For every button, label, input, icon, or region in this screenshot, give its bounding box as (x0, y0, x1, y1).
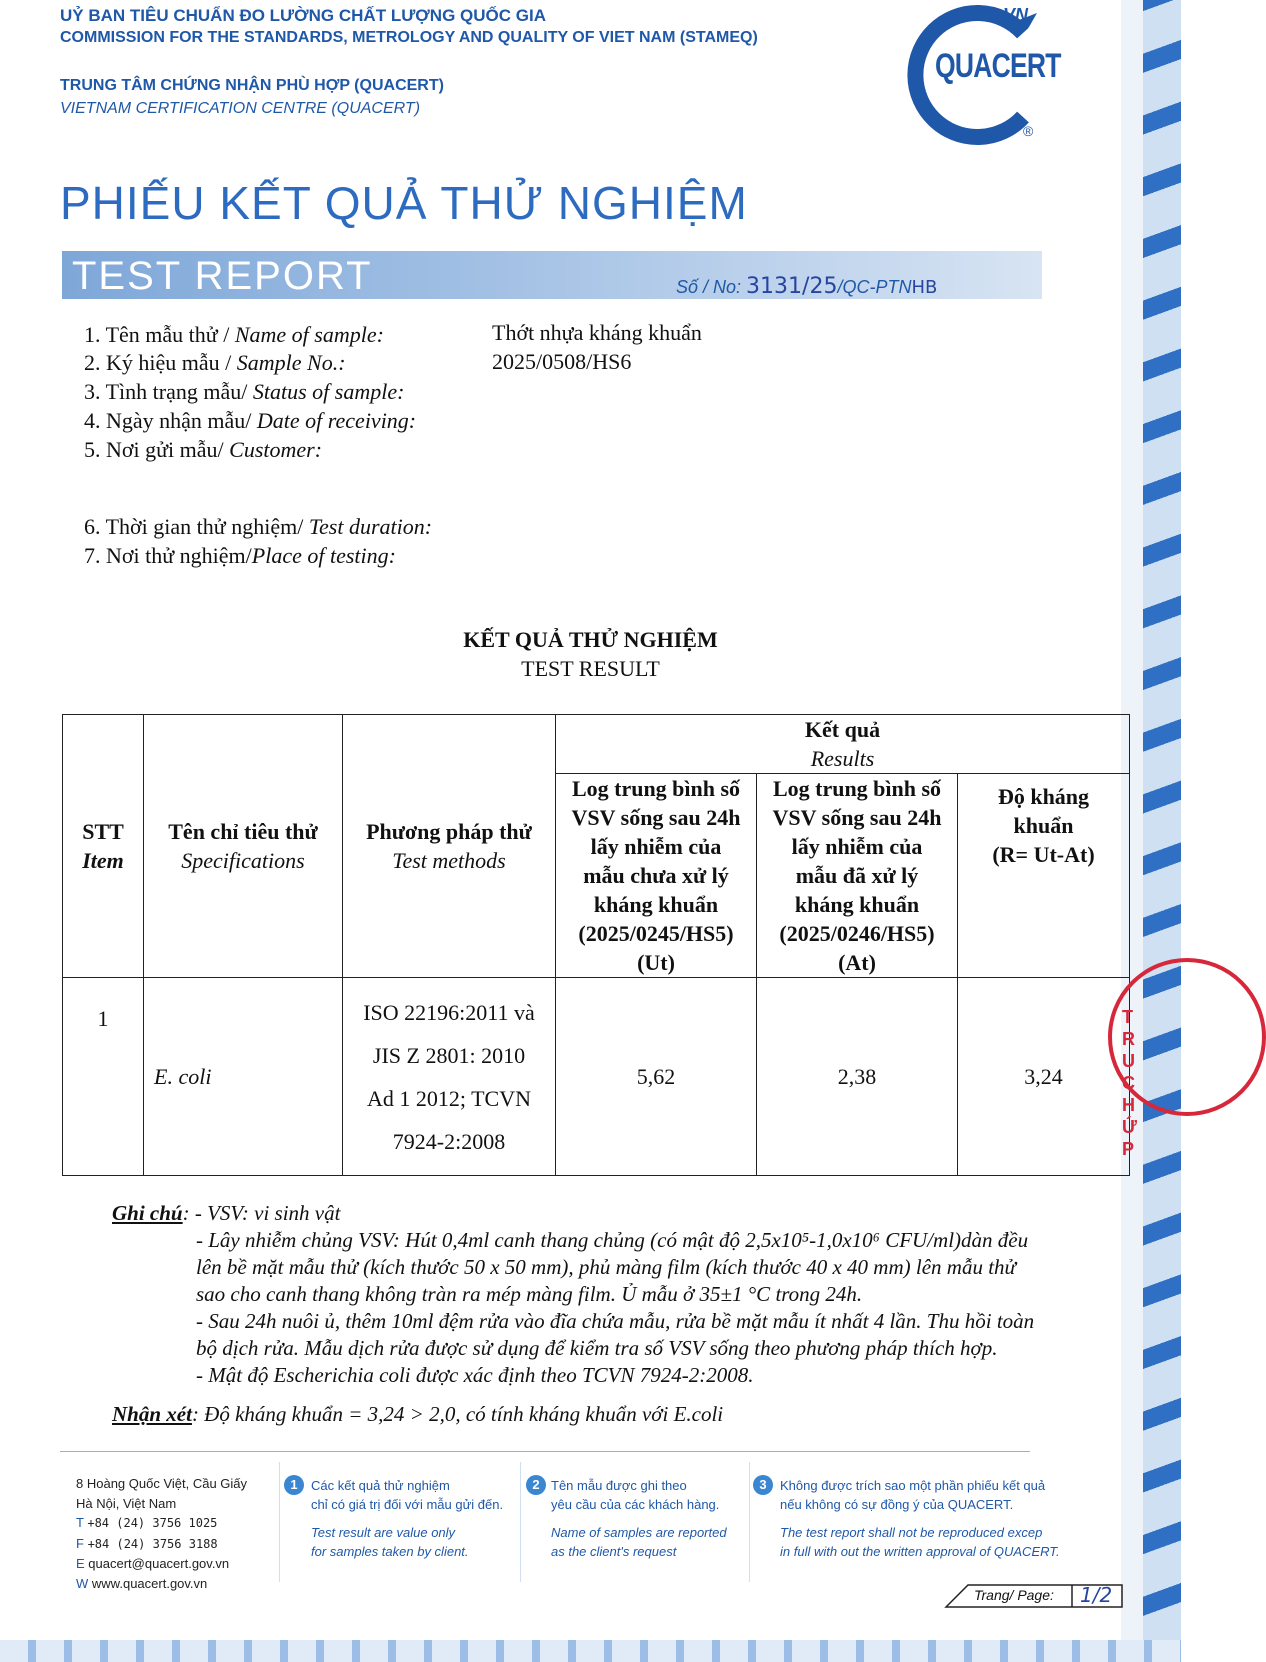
centre-name-en: VIETNAM CERTIFICATION CENTRE (QUACERT) (60, 100, 421, 117)
header-at: Log trung bình số VSV sống sau 24h lấy nhiễm của mẫu đã xử lý kháng khuẩn (2025/0246/HS5) (At) (757, 774, 958, 978)
header-resistance: Độ kháng khuẩn (R= Ut-At) (958, 774, 1130, 978)
header-stt: STT Item (63, 715, 144, 978)
page-label: Trang/ Page: (974, 1587, 1054, 1603)
field-date-receiving: 4. Ngày nhận mẫu/ Date of receiving: (84, 408, 417, 433)
field-customer: 5. Nơi gửi mẫu/ Customer: (84, 437, 323, 462)
cell-at: 2,38 (757, 978, 958, 1176)
field-status: 3. Tình trạng mẫu/ Status of sample: (84, 379, 405, 404)
notes-line-2: - Lây nhiễm chủng VSV: Hút 0,4ml canh thang chủng (có mật độ 2,5x10⁵-1,0x10⁶ CFU/ml)dàn đều (196, 1228, 1029, 1252)
cell-method: ISO 22196:2011 và JIS Z 2801: 2010 Ad 1 2012; TCVN 7924-2:2008 (343, 978, 556, 1176)
footer-note-1: Các kết quả thử nghiệm chỉ có giá trị đối với mẫu gửi đến. Test result are value only for samples taken by client. (311, 1478, 504, 1559)
results-title-vn: KẾT QUẢ THỬ NGHIỆM (463, 627, 718, 652)
field-test-duration: 6. Thời gian thử nghiệm/ Test duration: (84, 514, 433, 539)
page-number-box (944, 1583, 1124, 1609)
report-no-label: Số / No: (676, 277, 742, 297)
report-no-handwritten: HB (911, 277, 938, 298)
org-name-en: COMMISSION FOR THE STANDARDS, METROLOGY AND QUALITY OF VIET NAM (STAMEQ) (60, 29, 758, 46)
header-ut: Log trung bình số VSV sống sau 24h lấy nhiễm của mẫu chưa xử lý kháng khuẩn (2025/0245/HS5) (Ut) (556, 774, 757, 978)
bottom-decorative-border (0, 1640, 1181, 1662)
footer-contact: 8 Hoàng Quốc Việt, Cầu Giấy Hà Nội, Việt Nam T +84 (24) 3756 1025 F +84 (24) 3756 3188 E quacert@quacert.gov.vn W www.quacert.gov.vn (76, 1476, 248, 1591)
header-test-methods: Phương pháp thử Test methods (343, 715, 556, 978)
field-place-testing: 7. Nơi thử nghiệm/Place of testing: (84, 543, 396, 568)
value-name-of-sample: Thớt nhựa kháng khuẩn (492, 320, 702, 345)
footer-note-3: Không được trích sao một phần phiếu kết quả nếu không có sự đồng ý của QUACERT. The test report shall not be reproduced excep in full with out the written approval of QUACERT. (780, 1478, 1060, 1559)
report-number (676, 274, 937, 299)
footer-sep-3 (749, 1462, 750, 1582)
field-name-of-sample: 1. Tên mẫu thử / Name of sample: (84, 322, 384, 347)
logo-vn-mark: VN (1003, 5, 1029, 25)
notes-line-1: Ghi chú: - VSV: vi sinh vật (112, 1201, 341, 1225)
red-stamp (1108, 958, 1192, 1159)
report-no-value: 3131/25 (746, 274, 838, 299)
stamp-text: TRU CHỨ P (1122, 1007, 1137, 1159)
cell-spec: E. coli (144, 978, 343, 1176)
value-sample-no: 2025/0508/HS6 (492, 349, 632, 374)
footer-sep-1 (279, 1462, 280, 1582)
notes-line-5: - Sau 24h nuôi ủ, thêm 10ml đệm rửa vào đĩa chứa mẫu, rửa bề mặt mẫu ít nhất 4 lần. Thu hồi toàn (196, 1309, 1035, 1333)
page-value: 1/2 (1080, 1583, 1113, 1607)
logo-text: QUACERT (935, 47, 1061, 85)
registered-mark: ® (1023, 123, 1034, 139)
footer-note-1-number: 1 (284, 1475, 304, 1495)
cell-r: 3,24 (958, 978, 1130, 1176)
org-name-vn: UỶ BAN TIÊU CHUẨN ĐO LƯỜNG CHẤT LƯỢNG QUỐC GIA (60, 6, 546, 25)
remark: Nhận xét: Độ kháng khuẩn = 3,24 > 2,0, có tính kháng khuẩn với E.coli (112, 1402, 724, 1426)
footer-sep-2 (520, 1462, 521, 1582)
notes-line-7: - Mật độ Escherichia coli được xác định theo TCVN 7924-2:2008. (196, 1363, 754, 1387)
table-row (63, 978, 1130, 1176)
notes-line-6: bộ dịch rửa. Mẫu dịch rửa được sử dụng để kiểm tra số VSV sống theo phương pháp thích hợp. (196, 1336, 998, 1360)
footer-note-2-number: 2 (526, 1475, 546, 1495)
report-title-vn: PHIẾU KẾT QUẢ THỬ NGHIỆM (60, 177, 748, 229)
centre-name-vn: TRUNG TÂM CHỨNG NHẬN PHÙ HỢP (QUACERT) (60, 77, 444, 94)
notes-label: Ghi chú (112, 1201, 183, 1225)
report-no-suffix: /QC-PTN (837, 277, 912, 297)
remark-label: Nhận xét (112, 1402, 192, 1426)
footer-divider (60, 1451, 1030, 1452)
cell-stt: 1 (63, 978, 144, 1176)
field-sample-no: 2. Ký hiệu mẫu / Sample No.: (84, 350, 346, 375)
header-specifications: Tên chỉ tiêu thử Specifications (144, 715, 343, 978)
notes-line-4: sao cho canh thang không tràn ra mép màng film. Ủ mẫu ở 35±1 °C trong 24h. (196, 1282, 863, 1306)
results-title-en: TEST RESULT (521, 656, 660, 681)
report-title-en: TEST REPORT (72, 254, 373, 298)
cell-ut: 5,62 (556, 978, 757, 1176)
notes-line-3: lên bề mặt mẫu thử (kích thước 50 x 50 mm), phủ màng film (kích thước 40 x 40 mm) lên mẫu thử (196, 1255, 1016, 1279)
header-results: Kết quả Results (556, 715, 1130, 774)
footer-note-3-number: 3 (753, 1475, 773, 1495)
results-table (62, 714, 1130, 1176)
quacert-logo (905, 5, 1061, 145)
footer-note-2: Tên mẫu được ghi theo yêu cầu của các khách hàng. Name of samples are reported as the client's request (551, 1478, 727, 1559)
